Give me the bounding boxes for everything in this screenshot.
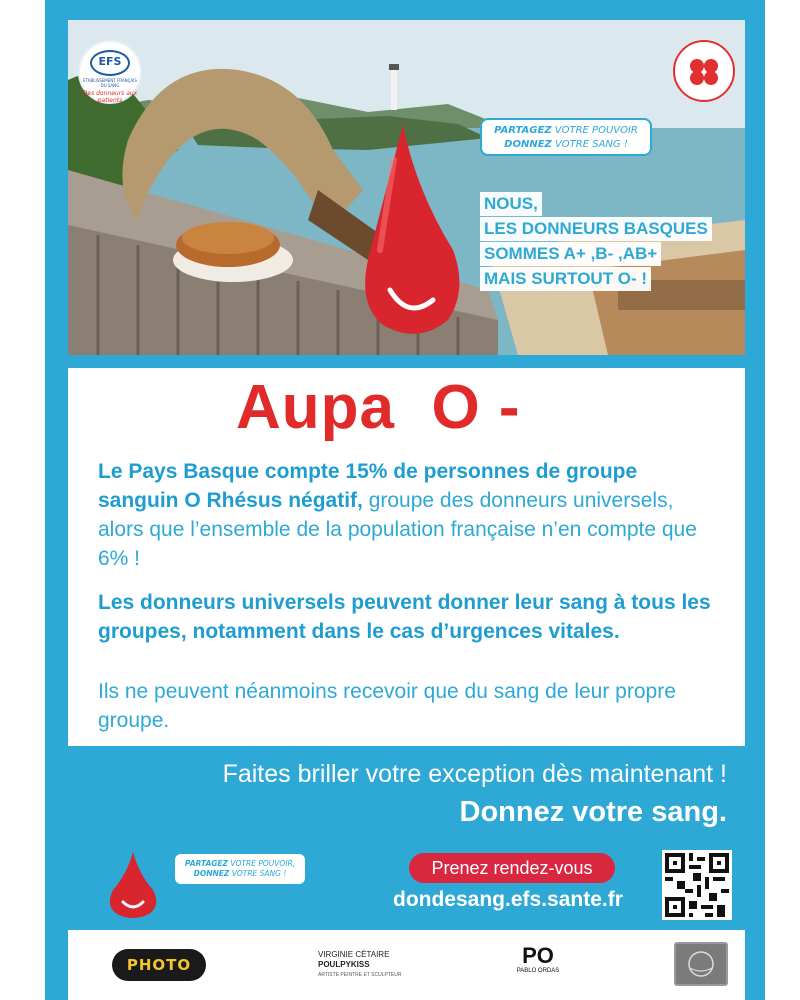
hero-headline bbox=[480, 192, 742, 292]
paragraph-receive-text: Ils ne peuvent néanmoins recevoir que du sang de leur propre groupe. bbox=[98, 680, 676, 732]
lighthouse-icon bbox=[391, 68, 397, 110]
hero-line-3: SOMMES A+ ,B- ,AB+ bbox=[480, 242, 661, 266]
hero-bubble-line1-bold: PARTAGEZ bbox=[494, 125, 552, 136]
website-link[interactable]: dondesang.efs.sante.fr bbox=[393, 888, 623, 911]
paragraph-stats-rest: groupe des donneurs universels, alors que l’ensemble de la population française n’en compte que 6% ! bbox=[98, 489, 697, 570]
efs-logo-mark: EFS bbox=[90, 50, 130, 76]
sponsor-photo-text: PHOTO bbox=[126, 956, 192, 974]
sponsor-po-name: PABLO ORDAS bbox=[516, 968, 560, 974]
paragraph-universal-donors bbox=[98, 588, 718, 646]
hero-line-4: MAIS SURTOUT O- ! bbox=[480, 267, 651, 291]
hero-scene bbox=[68, 20, 745, 355]
hero-line-2: LES DONNEURS BASQUES bbox=[480, 217, 712, 241]
hero-speech-bubble bbox=[480, 118, 652, 156]
footer-speech-bubble bbox=[175, 854, 305, 884]
hero-line-1: NOUS, bbox=[480, 192, 542, 216]
paragraph-stats bbox=[98, 457, 718, 573]
sponsor-po-mark: PO bbox=[522, 943, 554, 968]
poster bbox=[45, 0, 765, 1000]
sponsor-pablo-ordas bbox=[508, 944, 568, 974]
footer-bubble-line1-rest: VOTRE POUVOIR, bbox=[228, 859, 296, 868]
efs-logo-tagline: Des donneurs aux patients bbox=[82, 90, 138, 104]
sponsor-virginie-line1: VIRGINIE CÉTAIRE bbox=[318, 950, 390, 959]
paragraph-universal-donors-bold: Les donneurs universels peuvent donner leur sang à tous les groupes, notamment dans le cas d’urgences vitales. bbox=[98, 591, 711, 643]
efs-logo-subtitle: ÉTABLISSEMENT FRANÇAIS DU SANG bbox=[83, 78, 137, 88]
sponsor-virginie-cetaire bbox=[318, 950, 428, 980]
hero-photo bbox=[68, 20, 745, 355]
hero-bubble-line2-bold: DONNEZ bbox=[504, 139, 552, 150]
sponsor-virginie-line2: POULPYKISS bbox=[318, 960, 370, 969]
main-content-box bbox=[68, 368, 745, 746]
hero-bubble-line1-rest: VOTRE POUVOIR bbox=[551, 125, 638, 136]
sponsor-strip bbox=[68, 930, 745, 1000]
blood-drop-icon bbox=[103, 850, 163, 920]
cta-line-1: Faites briller votre exception dès maintenant ! bbox=[222, 760, 727, 788]
page-title: Aupa O - bbox=[236, 373, 521, 442]
footer-bubble-line2-bold: DONNEZ bbox=[193, 869, 230, 878]
efs-logo bbox=[78, 40, 142, 104]
photographer-badge-icon bbox=[674, 942, 728, 986]
cta-line-2: Donnez votre sang. bbox=[459, 796, 727, 828]
footer-bubble-line1-bold: PARTAGEZ bbox=[184, 859, 228, 868]
footer-bubble-line2-rest: VOTRE SANG ! bbox=[229, 869, 287, 878]
sponsor-virginie-line3: ARTISTE PEINTRE ET SCULPTEUR bbox=[318, 972, 402, 978]
appointment-button[interactable]: Prenez rendez-vous bbox=[409, 853, 615, 883]
paragraph-receive bbox=[98, 677, 718, 735]
paragraph-stats-bold: Le Pays Basque compte 15% de personnes de groupe sanguin O Rhésus négatif, bbox=[98, 460, 638, 512]
qr-code-icon bbox=[662, 850, 732, 920]
hero-bubble-line2-rest: VOTRE SANG ! bbox=[551, 139, 628, 150]
aupa-o-roundel-icon bbox=[673, 40, 735, 102]
sponsor-photo-logo bbox=[112, 949, 206, 981]
